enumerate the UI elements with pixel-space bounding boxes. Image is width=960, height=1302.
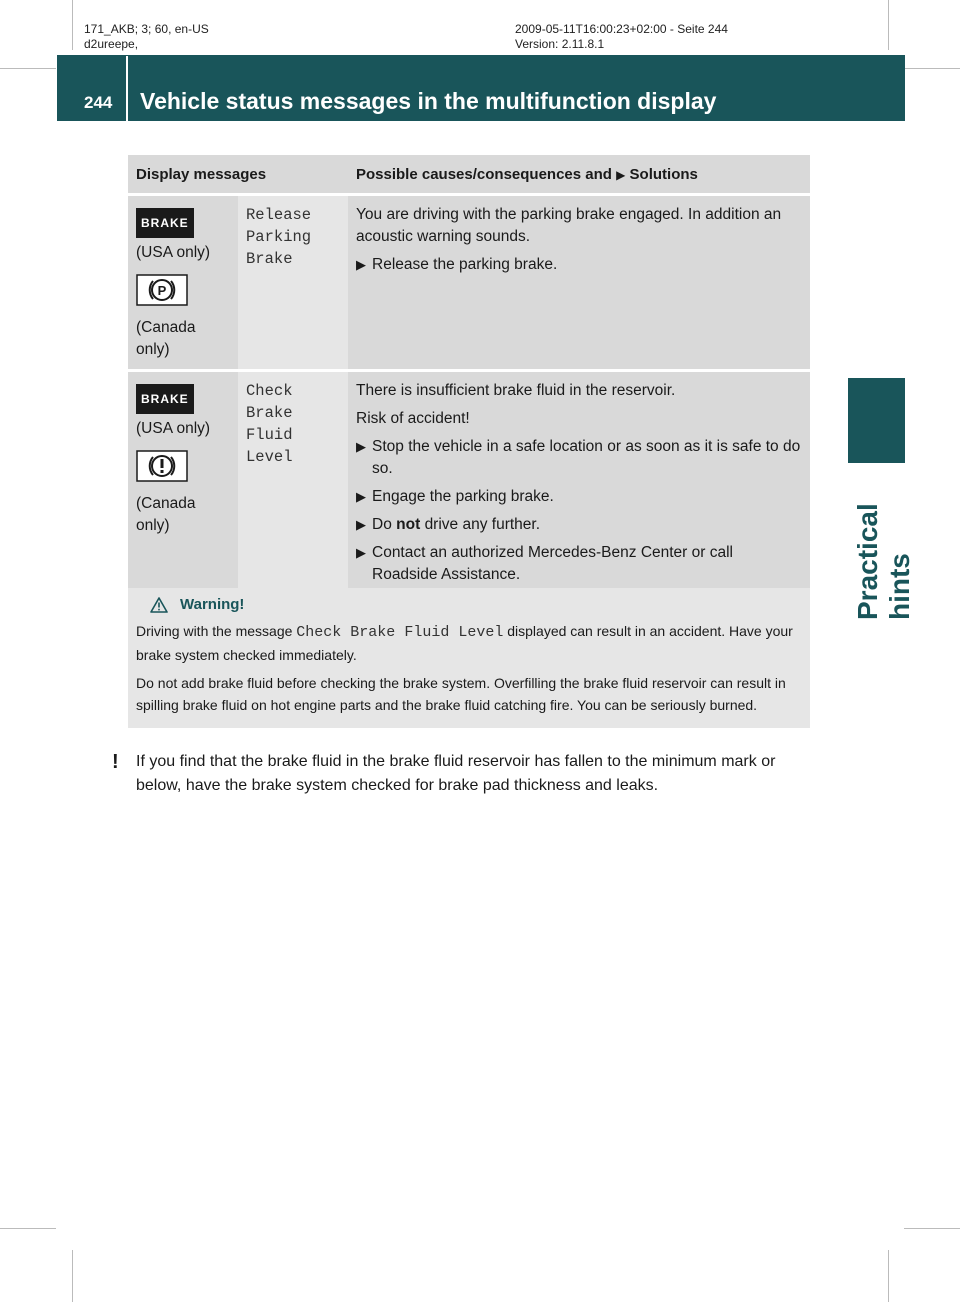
page-title: Vehicle status messages in the multifunction display [140, 88, 717, 114]
crop-mark [888, 1250, 889, 1302]
page-number: 244 [84, 93, 113, 112]
icon-cell [128, 195, 238, 371]
message-line: Brake [246, 404, 293, 422]
note [112, 750, 812, 798]
arrow-right-icon: ▶ [616, 167, 626, 182]
header-solutions-suffix: Solutions [629, 165, 698, 183]
crop-mark [904, 68, 960, 69]
message-line: Fluid [246, 426, 293, 444]
crop-mark [888, 0, 889, 50]
brake-warning-icon: BRAKE [136, 208, 194, 238]
status-message-table [128, 155, 810, 628]
step-arrow-icon: ▶ [356, 517, 366, 532]
meta-right-line2: Version: 2.11.8.1 [515, 37, 605, 51]
parking-brake-icon [136, 274, 188, 306]
step-arrow-icon: ▶ [356, 257, 366, 272]
step-arrow-icon: ▶ [356, 545, 366, 560]
crop-mark [904, 1228, 960, 1229]
crop-mark [0, 68, 56, 69]
step-text: Contact an authorized Mercedes-Benz Center or call Roadside Assistance. [372, 544, 733, 583]
solution-step [356, 514, 802, 536]
header-solutions [348, 155, 810, 195]
warning-header [136, 594, 802, 616]
brake-fluid-icon [136, 450, 188, 482]
print-meta-left [84, 22, 209, 52]
svg-text:P: P [157, 283, 167, 298]
step-text: Release the parking brake. [372, 256, 558, 273]
meta-left-line1: 171_AKB; 3; 60, en-US [84, 22, 209, 36]
step-text-pre: Do [372, 516, 392, 533]
warning-paragraph: Do not add brake fluid before checking the brake system. Overfilling the brake fluid reservoir can result in spilling brake fluid on hot engine parts and the brake fluid catching fire. You can be seriously burned. [136, 675, 786, 713]
table-header-row [128, 155, 810, 195]
step-arrow-icon: ▶ [356, 439, 366, 454]
header-divider [126, 56, 128, 121]
canada-caption-line2: only) [136, 517, 170, 534]
solution-step [356, 486, 802, 508]
meta-left-line2: d2ureepe, [84, 37, 139, 51]
header-display-messages: Display messages [128, 155, 348, 195]
canada-caption-line1: (Canada [136, 319, 196, 336]
header-solutions-prefix: Possible causes/consequences and [356, 165, 612, 183]
message-line: Level [246, 448, 293, 466]
exclamation-icon: ! [112, 751, 119, 773]
canada-caption-line2: only) [136, 341, 170, 358]
warning-paragraph [136, 620, 802, 666]
risk-text: Risk of accident! [356, 410, 470, 427]
side-tab-text: Practical hints [852, 503, 915, 620]
warning-p1-code: Check Brake Fluid Level [296, 624, 504, 641]
solution-step [356, 436, 802, 480]
warning-box [128, 588, 810, 728]
warning-title: Warning! [180, 596, 245, 613]
crop-mark [72, 1250, 73, 1302]
warning-p1-pre: Driving with the message [136, 623, 293, 639]
message-line: Brake [246, 250, 293, 268]
message-line: Parking [246, 228, 312, 246]
canada-caption-line1: (Canada [136, 495, 196, 512]
solution-cell [348, 195, 810, 371]
crop-mark [72, 0, 73, 50]
cause-text: There is insufficient brake fluid in the reservoir. [356, 382, 676, 399]
step-text: Engage the parking brake. [372, 488, 554, 505]
step-text [372, 514, 802, 536]
side-tab-label [852, 470, 915, 770]
message-line: Release [246, 206, 312, 224]
message-line: Check [246, 382, 293, 400]
side-tab [848, 378, 905, 463]
step-arrow-icon: ▶ [356, 489, 366, 504]
note-text: If you find that the brake fluid in the brake fluid reservoir has fallen to the minimum mark or below, have the brake system checked for brake pad thickness and leaks. [136, 753, 776, 794]
warning-triangle-icon [150, 597, 168, 613]
solution-step [356, 542, 802, 586]
solution-step [356, 254, 802, 276]
brake-warning-icon: BRAKE [136, 384, 194, 414]
meta-right-line1: 2009-05-11T16:00:23+02:00 - Seite 244 [515, 22, 728, 36]
cause-text: You are driving with the parking brake engaged. In addition an acoustic warning sounds. [356, 206, 782, 245]
display-message-cell [238, 195, 348, 371]
usa-caption: (USA only) [136, 420, 211, 437]
print-meta-right [515, 22, 728, 52]
usa-caption: (USA only) [136, 244, 211, 261]
table-row [128, 195, 810, 371]
step-text-post: drive any further. [424, 516, 541, 533]
step-text: Stop the vehicle in a safe location or as soon as it is safe to do so. [372, 438, 801, 477]
step-text-bold: not [396, 516, 421, 533]
crop-mark [0, 1228, 56, 1229]
warning-p1-post: displayed can result in an accident. Have your brake system checked immediately. [136, 623, 793, 663]
